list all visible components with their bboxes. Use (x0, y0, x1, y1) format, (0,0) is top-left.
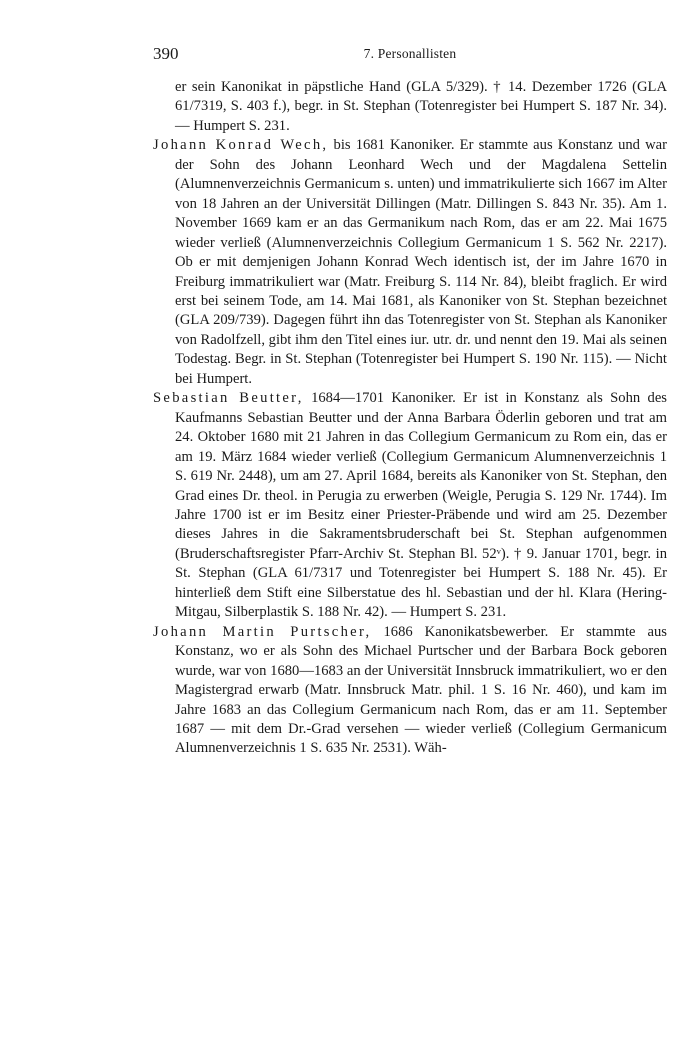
entry-wech (153, 136, 667, 389)
entry-text: 1686 Kanonikatsbewerber. Er stammte aus Konstanz, wo er als Sohn des Michael Purtscher und der Barbara Bock geboren wurde, war von 1680—1683 an der Universität Innsbruck immatrikuliert, wo er den Magistergrad erwarb (Matr. Innsbruck Matr. phil. 1 S. 16 Nr. 460), und kam im Jahre 1683 an das Collegium Germanicum nach Rom, das er am 11. September 1687 — mit dem Dr.-Grad versehen — wieder verließ (Collegium Germanicum Alumnenverzeichnis 1 S. 635 Nr. 2531). Wäh- (175, 623, 667, 757)
running-head: 7. Personallisten (363, 46, 457, 61)
entry-name: Johann Martin Purtscher, (153, 623, 372, 640)
continuation-paragraph: er sein Kanonikat in päpstliche Hand (GLA 5/329). † 14. Dezember 1726 (GLA 61/7319, S. 403 f.), begr. in St. Stephan (Totenregister bei Humpert S. 187 Nr. 34). — Humpert S. 231. (175, 79, 667, 134)
entry-name: Sebastian Beutter, (153, 390, 304, 407)
page-number: 390 (153, 44, 179, 63)
entry-text: bis 1681 Kanoniker. Er stammte aus Konstanz und war der Sohn des Johann Leonhard Wech und der Magdalena Settelin (Alumnenverzeichnis Germanicum s. unten) und immatrikulierte sich 1667 im Alter von 18 Jahren an der Universität Dillingen (Matr. Dillingen S. 843 Nr. 35). Am 1. November 1669 kam er an das Germanikum nach Rom, das er am 22. Mai 1675 wieder verließ (Alumnenverzeichnis Collegium Germanicum 1 S. 562 Nr. 2217). Ob er mit demjenigen Johann Konrad Wech identisch ist, der im Jahre 1670 in Freiburg immatrikuliert war (Matr. Freiburg S. 114 Nr. 84), bleibt fraglich. Er wird erst bei seinem Tode, am 14. Mai 1681, als Kanoniker von St. Stephan bezeichnet (GLA 209/739). Dagegen führt ihn das Totenregister von St. Stephan als Kanoniker von Radolfzell, gibt ihm den Titel eines iur. utr. dr. und nennt den 19. Mai als seinen Todestag. Begr. in St. Stephan (Totenregister bei Humpert S. 190 Nr. 115). — Nicht bei Humpert. (175, 137, 667, 387)
entry-beutter (153, 389, 667, 622)
page-header (153, 44, 667, 66)
entry-text: 1684—1701 Kanoniker. Er ist in Konstanz als Sohn des Kaufmanns Sebastian Beutter und der Anna Barbara Öderlin geboren und trat am 24. Oktober 1680 mit 21 Jahren in das Collegium Germanicum zu Rom ein, das er am 19. März 1684 wieder verließ (Collegium Germanicum Alumnenverzeichnis 1 S. 619 Nr. 2448), um am 27. April 1684, bereits als Kanoniker von St. Stephan, den Grad eines Dr. theol. in Perugia zu erwerben (Weigle, Perugia S. 129 Nr. 1744). Im Jahre 1700 ist er im Besitz einer Priester-Präbende und wird am 25. Dezember dieses Jahres in die Sakramentsbruderschaft bei St. Stephan aufgenommen (Bruderschaftsregister Pfarr-Archiv St. Stephan Bl. 52ᵛ). † 9. Januar 1701, begr. in St. Stephan (GLA 61/7317 und Totenregister bei Humpert S. 188 Nr. 45). Er hinterließ dem Stift eine Silberstatue des hl. Sebastian und der hl. Klara (Hering-Mitgau, Silberplastik S. 188 Nr. 42). — Humpert S. 231. (175, 390, 667, 621)
entry-name: Johann Konrad Wech, (153, 137, 329, 154)
entry-purtscher (153, 623, 667, 759)
page-body (153, 78, 667, 759)
